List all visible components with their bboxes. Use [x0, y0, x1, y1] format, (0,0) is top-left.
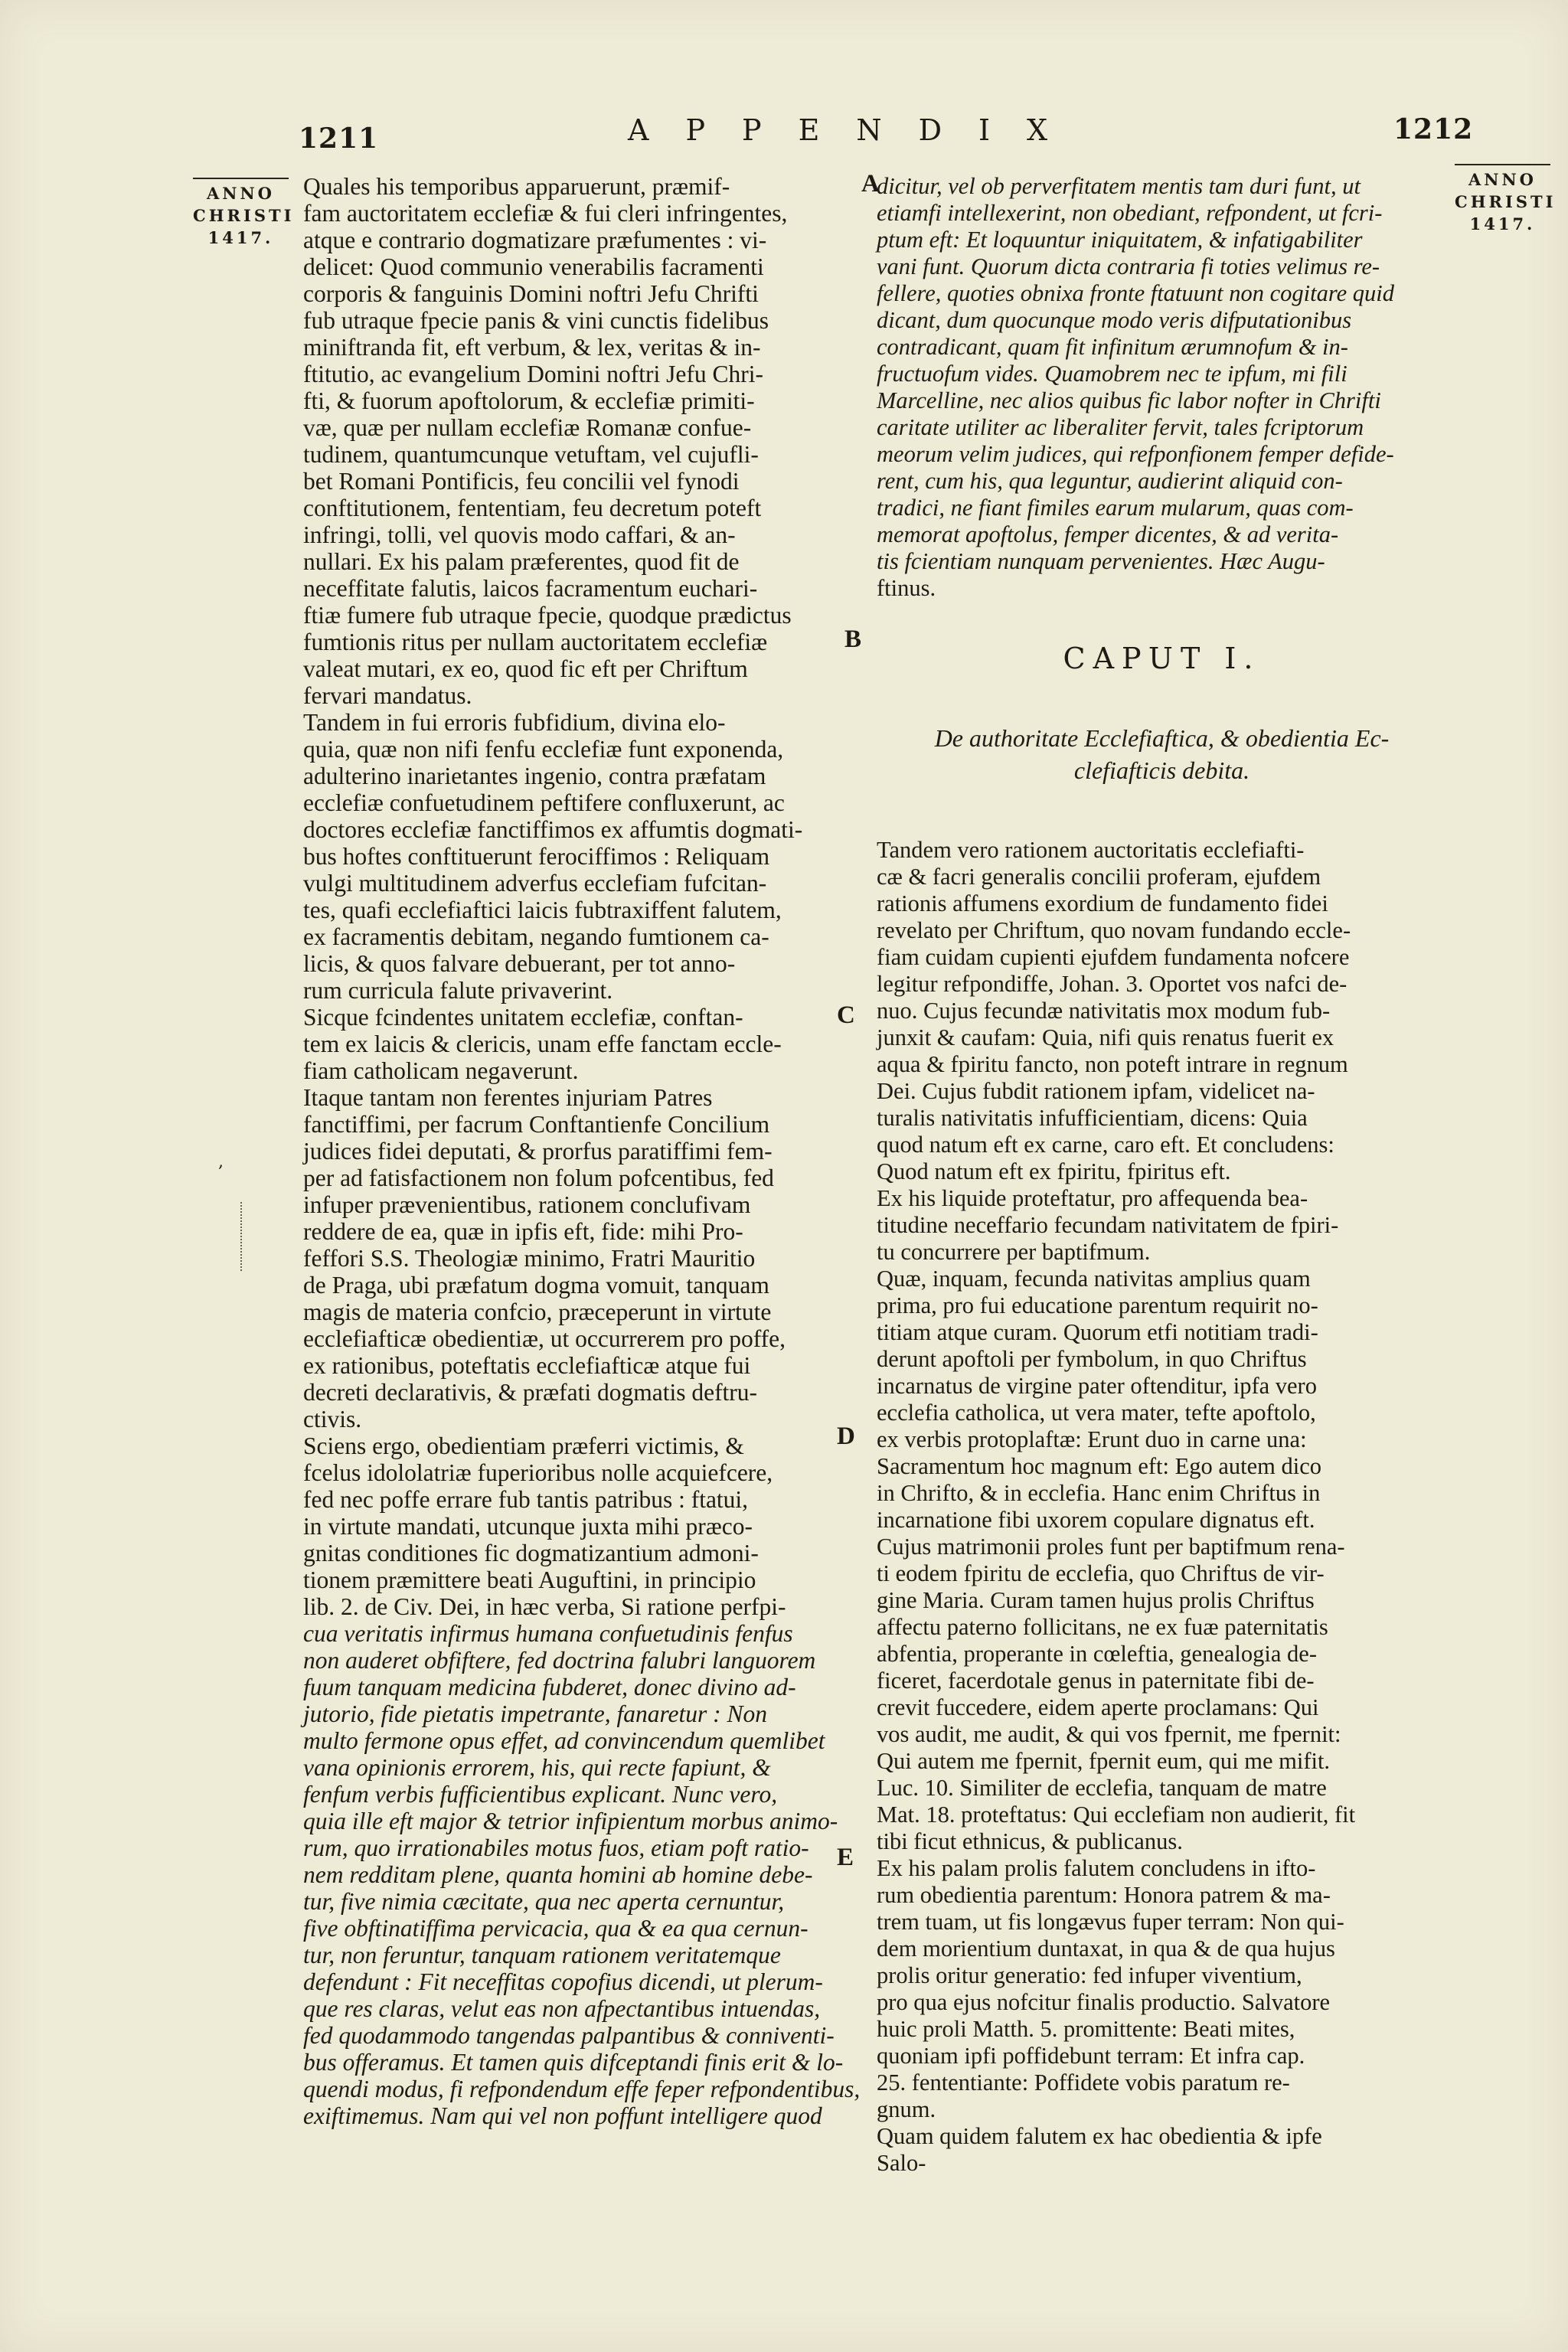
text-line: defendunt : Fit neceffitas copofius dicendi, ut plerum- — [303, 1968, 823, 1995]
text-line: bus hoftes conftituerunt ferociffimos : Reliquam — [303, 843, 770, 870]
text-line: fiam cuidam cupienti ejufdem fundamenta nofcere — [877, 944, 1350, 970]
text-line: ecclefiafticæ obedientiæ, ut occurrerem pro poffe, — [303, 1325, 786, 1352]
text-line: vulgi multitudinem adverfus ecclefiam fufcitan- — [303, 870, 767, 897]
text-line: exiftimemus. Nam qui vel non poffunt intelligere quod — [303, 2102, 822, 2129]
ink-margin-mark — [240, 1202, 247, 1271]
text-line: væ, quæ per nullam ecclefiæ Romanæ confue- — [303, 414, 752, 441]
text-line: ficeret, facerdotale genus in paternitate fibi de- — [877, 1668, 1315, 1694]
text-line: rent, cum his, qua leguntur, audierint aliquid con- — [877, 468, 1343, 494]
text-line: Quales his temporibus apparuerunt, præmif- — [303, 173, 730, 200]
text-line: turalis nativitatis infufficientiam, dicens: Quia — [877, 1105, 1308, 1131]
text-line: Quod natum eft ex fpiritu, fpiritus eft. — [877, 1158, 1231, 1184]
text-line: memorat apoftolus, femper dicentes, & ad verita- — [877, 521, 1339, 547]
text-line: etiamfi intellexerint, non obediant, refpondent, ut fcri- — [877, 200, 1383, 226]
christi-label: CHRISTI — [1455, 192, 1557, 211]
year-label: 1417. — [207, 228, 274, 247]
text-line: fed quodammodo tangendas palpantibus & conniventi- — [303, 2022, 835, 2049]
text-line: tur, non feruntur, tanquam rationem veritatemque — [303, 1942, 781, 1968]
text-line: fti, & fuorum apoftolorum, & ecclefiæ primiti- — [303, 387, 755, 414]
text-line: conftitutionem, fententiam, feu decretum poteft — [303, 495, 762, 521]
text-line: ptum eft: Et loquuntur iniquitatem, & infatigabiliter — [877, 227, 1363, 253]
text-line: Cujus matrimonii proles funt per baptifmum rena- — [877, 1534, 1345, 1560]
text-line: Tandem in fui erroris fubfidium, divina elo- — [303, 709, 726, 736]
text-line: legitur refpondiffe, Johan. 3. Oportet vos nafci de- — [877, 971, 1348, 997]
text-line: jutorio, fide pietatis impetrante, fanaretur : Non — [303, 1700, 768, 1727]
text-line: nuo. Cujus fecundæ nativitatis mox modum fub- — [877, 998, 1331, 1024]
running-title: APPENDIX — [628, 113, 1085, 147]
text-line: delicet: Quod communio venerabilis facramenti — [303, 253, 764, 280]
text-line: tes, quafi ecclefiaftici laicis fubtraxiffent falutem, — [303, 897, 782, 923]
text-line: vos audit, me audit, & qui vos fpernit, me fpernit: — [877, 1721, 1341, 1747]
text-line: gnum. — [877, 2096, 936, 2122]
anno-label: ANNO — [207, 184, 275, 203]
text-line: Sacramentum hoc magnum eft: Ego autem dico — [877, 1453, 1322, 1479]
text-line: dem morientium duntaxat, in qua & de qua hujus — [877, 1936, 1335, 1962]
text-line: nem redditam plene, quanta homini ab homine debe- — [303, 1861, 813, 1888]
text-line: in virtute mandati, utcunque juxta mihi præco- — [303, 1513, 753, 1540]
year-marginal-right — [1455, 164, 1557, 235]
text-line: Itaque tantam non ferentes injuriam Patres — [303, 1084, 713, 1111]
section-letter-a: A — [861, 170, 880, 198]
text-line: ex verbis protoplaftæ: Erunt duo in carne una: — [877, 1426, 1307, 1452]
text-line: ftinus. — [877, 575, 936, 601]
text-line: Tandem vero rationem auctoritatis ecclefiafti- — [877, 837, 1305, 863]
text-line: ctivis. — [303, 1406, 362, 1432]
text-line: pro qua ejus nofcitur finalis productio. Salvatore — [877, 1989, 1331, 2015]
text-line: crevit fuccedere, eidem aperte proclamans: Qui — [877, 1694, 1319, 1720]
text-line: quia ille eft major & tetrior infipientum morbus animo- — [303, 1808, 838, 1834]
text-line: titiam atque curam. Quorum etfi notitiam tradi- — [877, 1319, 1318, 1345]
section-letter-e: E — [837, 1844, 854, 1871]
text-line: infuper prævenientibus, rationem conclufivam — [303, 1191, 751, 1218]
text-line: valeat mutari, ex eo, quod fic eft per Chriftum — [303, 655, 748, 682]
section-letter-b: B — [844, 626, 862, 653]
text-line: decreti declarativis, & præfati dogmatis deftru- — [303, 1379, 758, 1406]
right-column-lower-lines — [877, 837, 1355, 2177]
christi-label: CHRISTI — [193, 206, 295, 225]
text-line: incarnatus de virgine pater oftenditur, ipfa vero — [877, 1373, 1317, 1399]
text-line: lib. 2. de Civ. Dei, in hæc verba, Si ratione perfpi- — [303, 1593, 786, 1620]
text-line: corporis & fanguinis Domini noftri Jefu Chrifti — [303, 280, 759, 307]
chapter-subtitle — [877, 722, 1447, 786]
text-line: Sicque fcindentes unitatem ecclefiæ, conftan- — [303, 1004, 743, 1031]
text-line: ecclefia catholica, ut vera mater, tefte apoftolo, — [877, 1400, 1316, 1426]
text-line: gine Maria. Curam tamen hujus prolis Chriftus — [877, 1587, 1315, 1613]
text-line: fcelus idololatriæ fuperioribus nolle acquiefcere, — [303, 1459, 773, 1486]
text-line: cæ & facri generalis concilii proferam, ejufdem — [877, 864, 1321, 890]
text-line: fervari mandatus. — [303, 682, 472, 709]
ink-dot: , — [218, 1152, 224, 1171]
text-line: Ex his liquide proteftatur, pro affequenda bea- — [877, 1185, 1308, 1211]
text-line: prolis oritur generatio: fed infuper viventium, — [877, 1962, 1302, 1988]
text-line: fub utraque fpecie panis & vini cunctis fidelibus — [303, 307, 769, 334]
text-line: Quæ, inquam, fecunda nativitas amplius quam — [877, 1266, 1311, 1292]
text-line: vana opinionis errorem, his, qui recte fapiunt, & — [303, 1754, 771, 1781]
section-letter-c: C — [837, 1001, 855, 1029]
text-line: multo fermone opus effet, ad convincendum quemlibet — [303, 1727, 825, 1754]
text-line: tem ex laicis & clericis, unam effe fanctam eccle- — [303, 1031, 782, 1057]
text-line: contradicant, quam fit infinitum ærumnofum & in- — [877, 334, 1348, 360]
text-line: non auderet obfiftere, fed doctrina falubri languorem — [303, 1647, 816, 1674]
year-label: 1417. — [1469, 214, 1536, 234]
running-header — [0, 113, 1568, 159]
text-line: Sciens ergo, obedientiam præferri victimis, & — [303, 1432, 744, 1459]
text-line: reddere de ea, quæ in ipfis eft, fide: mihi Pro- — [303, 1218, 743, 1245]
text-line: 25. fententiante: Poffidete vobis paratum re- — [877, 2069, 1290, 2096]
text-line: rum, quo irrationabiles motus fuos, etiam poft ratio- — [303, 1834, 809, 1861]
text-line: ecclefiæ confuetudinem peftifere confluxerunt, ac — [303, 789, 785, 816]
text-line: Dei. Cujus fubdit rationem ipfam, videlicet na- — [877, 1078, 1315, 1104]
text-line: vani funt. Quorum dicta contraria fi toties velimus re- — [877, 253, 1380, 279]
text-line: rum curricula falute privaverint. — [303, 977, 613, 1004]
text-line: fumtionis ritus per nullam auctoritatem ecclefiæ — [303, 629, 768, 655]
text-line: tur, five nimia cæcitate, qua nec aperta cernuntur, — [303, 1888, 785, 1915]
text-line: abfentia, properante in cœleftia, genealogia de- — [877, 1641, 1317, 1667]
text-line: Luc. 10. Similiter de ecclefia, tanquam de matre — [877, 1775, 1327, 1801]
text-line: tradici, ne fiant fimiles earum mularum, quas com- — [877, 495, 1354, 521]
text-line: atque e contrario dogmatizare præfumentes : vi- — [303, 227, 767, 253]
text-line: Marcelline, nec alios quibus fic labor nofter in Chrifti — [877, 387, 1381, 413]
text-line: ftiæ fumere fub utraque fpecie, quodque prædictus — [303, 602, 792, 629]
text-line: huic proli Matth. 5. promittente: Beati mites, — [877, 2016, 1295, 2042]
text-line: fanctiffimi, per facrum Conftantienfe Concilium — [303, 1111, 770, 1138]
text-line: Quam quidem falutem ex hac obedientia & ipfe — [877, 2123, 1322, 2149]
text-line: tionem præmittere beati Auguftini, in principio — [303, 1566, 756, 1593]
text-line: meorum velim judices, qui refponfionem femper defide- — [877, 441, 1394, 467]
year-marginal-left — [193, 178, 295, 249]
text-line: gnitas conditiones fic dogmatizantium admoni- — [303, 1540, 759, 1566]
text-line: affectu paterno follicitans, ne ex fuæ paternitatis — [877, 1614, 1328, 1640]
chapter-subtitle-line2: clefiafticis debita. — [1073, 756, 1250, 784]
text-line: ex facramentis debitam, negando fumtionem ca- — [303, 923, 769, 950]
text-line: quia, quæ non nifi fenfu ecclefiæ funt exponenda, — [303, 736, 784, 763]
text-line: junxit & caufam: Quia, nifi quis renatus fuerit ex — [877, 1024, 1334, 1050]
text-line: de Praga, ubi præfatum dogma vomuit, tanquam — [303, 1272, 769, 1298]
text-line: prima, pro fui educatione parentum requirit no- — [877, 1292, 1318, 1318]
text-line: cua veritatis infirmus humana confuetudinis fenfus — [303, 1620, 793, 1647]
text-line: fiam catholicam negaverunt. — [303, 1057, 579, 1084]
page-number-right: 1212 — [1393, 113, 1474, 145]
section-letter-d: D — [837, 1423, 855, 1450]
page-number-left: 1211 — [299, 122, 379, 155]
text-line: Mat. 18. proteftatus: Qui ecclefiam non audierit, fit — [877, 1802, 1356, 1828]
text-line: fellere, quoties obnixa fronte ftatuunt non cogitare quid — [877, 280, 1394, 306]
right-column-upper-lines — [877, 173, 1394, 602]
text-line: que res claras, velut eas non afpectantibus intuendas, — [303, 1995, 821, 2022]
text-line: revelato per Chriftum, quo novam fundando eccle- — [877, 917, 1351, 943]
anno-label: ANNO — [1468, 170, 1537, 189]
chapter-subtitle-line1: De authoritate Ecclefiaftica, & obedientia Ec- — [934, 724, 1390, 752]
text-line: infringi, tolli, vel quovis modo caffari, & an- — [303, 521, 736, 548]
text-line: ex rationibus, poteftatis ecclefiafticæ atque fui — [303, 1352, 751, 1379]
chapter-heading: CAPUT I. — [1063, 642, 1261, 675]
text-line: derunt apoftoli per fymbolum, in quo Chriftus — [877, 1346, 1307, 1372]
text-line: nullari. Ex his palam præferentes, quod fit de — [303, 548, 740, 575]
left-text-column — [303, 173, 861, 2129]
left-column-lines — [303, 173, 861, 2129]
text-line: adulterino inarietantes ingenio, contra præfatam — [303, 763, 766, 789]
text-line: miniftranda fit, eft verbum, & lex, veritas & in- — [303, 334, 761, 361]
text-line: rationis affumens exordium de fundamento fidei — [877, 890, 1328, 916]
text-line: quoniam ipfi poffidebunt terram: Et infra cap. — [877, 2043, 1305, 2069]
text-line: tu concurrere per baptifmum. — [877, 1239, 1151, 1265]
text-line: Salo- — [877, 2150, 926, 2176]
text-line: rum obedientia parentum: Honora patrem & ma- — [877, 1882, 1331, 1908]
text-line: dicitur, vel ob perverfitatem mentis tam duri funt, ut — [877, 173, 1361, 199]
text-line: neceffitate falutis, laicos facramentum euchari- — [303, 575, 758, 602]
text-line: doctores ecclefiæ fanctiffimos ex affumtis dogmati- — [303, 816, 803, 843]
text-line: per ad fatisfactionem non folum pofcentibus, fed — [303, 1165, 774, 1191]
text-line: quod natum eft ex carne, caro eft. Et concludens: — [877, 1132, 1334, 1158]
text-line: feffori S.S. Theologiæ minimo, Fratri Mauritio — [303, 1245, 756, 1272]
text-line: magis de materia confcio, præceperunt in virtute — [303, 1298, 772, 1325]
text-line: five obftinatiffima pervicacia, qua & ea qua cernun- — [303, 1915, 808, 1942]
text-line: fenfum verbis fufficientibus explicant. Nunc vero, — [303, 1781, 778, 1808]
text-line: fructuofum vides. Quamobrem nec te ipfum, mi fili — [877, 361, 1348, 387]
text-line: fuum tanquam medicina fubderet, donec divino ad- — [303, 1674, 796, 1700]
text-line: quendi modus, fi refpondendum effe feper refpondentibus, — [303, 2076, 861, 2102]
text-line: dicant, dum quocunque modo veris difputationibus — [877, 307, 1352, 333]
text-line: titudine neceffario fecundam nativitatem de fpiri- — [877, 1212, 1339, 1238]
text-line: tis fcientiam nunquam pervenientes. Hæc Augu- — [877, 548, 1325, 574]
text-line: tibi ficut ethnicus, & publicanus. — [877, 1828, 1183, 1854]
text-line: in Chrifto, & in ecclefia. Hanc enim Chriftus in — [877, 1480, 1321, 1506]
text-line: Ex his palam prolis falutem concludens in ifto- — [877, 1855, 1316, 1881]
text-line: bet Romani Pontificis, feu concilii vel fynodi — [303, 468, 740, 495]
text-line: tudinem, quantumcunque vetuftam, vel cujufli- — [303, 441, 759, 468]
text-line: licis, & quos falvare debuerant, per tot anno- — [303, 950, 736, 977]
text-line: aqua & fpiritu fancto, non poteft intrare in regnum — [877, 1051, 1348, 1077]
text-line: fam auctoritatem ecclefiæ & fui cleri infringentes, — [303, 200, 788, 227]
text-line: judices fidei deputati, & prorfus paratiffimi fem- — [303, 1138, 773, 1165]
text-line: ftitutio, ac evangelium Domini noftri Jefu Chri- — [303, 361, 763, 387]
text-line: fed nec poffe errare fub tantis patribus : ftatui, — [303, 1486, 749, 1513]
text-line: ti eodem fpiritu de ecclefia, quo Chriftus de vir- — [877, 1560, 1325, 1586]
text-line: caritate utiliter ac liberaliter fervit, tales fcriptorum — [877, 414, 1364, 440]
text-line: incarnatione fibi uxorem copulare dignatus eft. — [877, 1507, 1315, 1533]
text-line: Qui autem me fpernit, fpernit eum, qui me mifit. — [877, 1748, 1331, 1774]
text-line: bus offeramus. Et tamen quis difceptandi finis erit & lo- — [303, 2049, 844, 2076]
text-line: trem tuam, ut fis longævus fuper terram: Non qui- — [877, 1909, 1344, 1935]
